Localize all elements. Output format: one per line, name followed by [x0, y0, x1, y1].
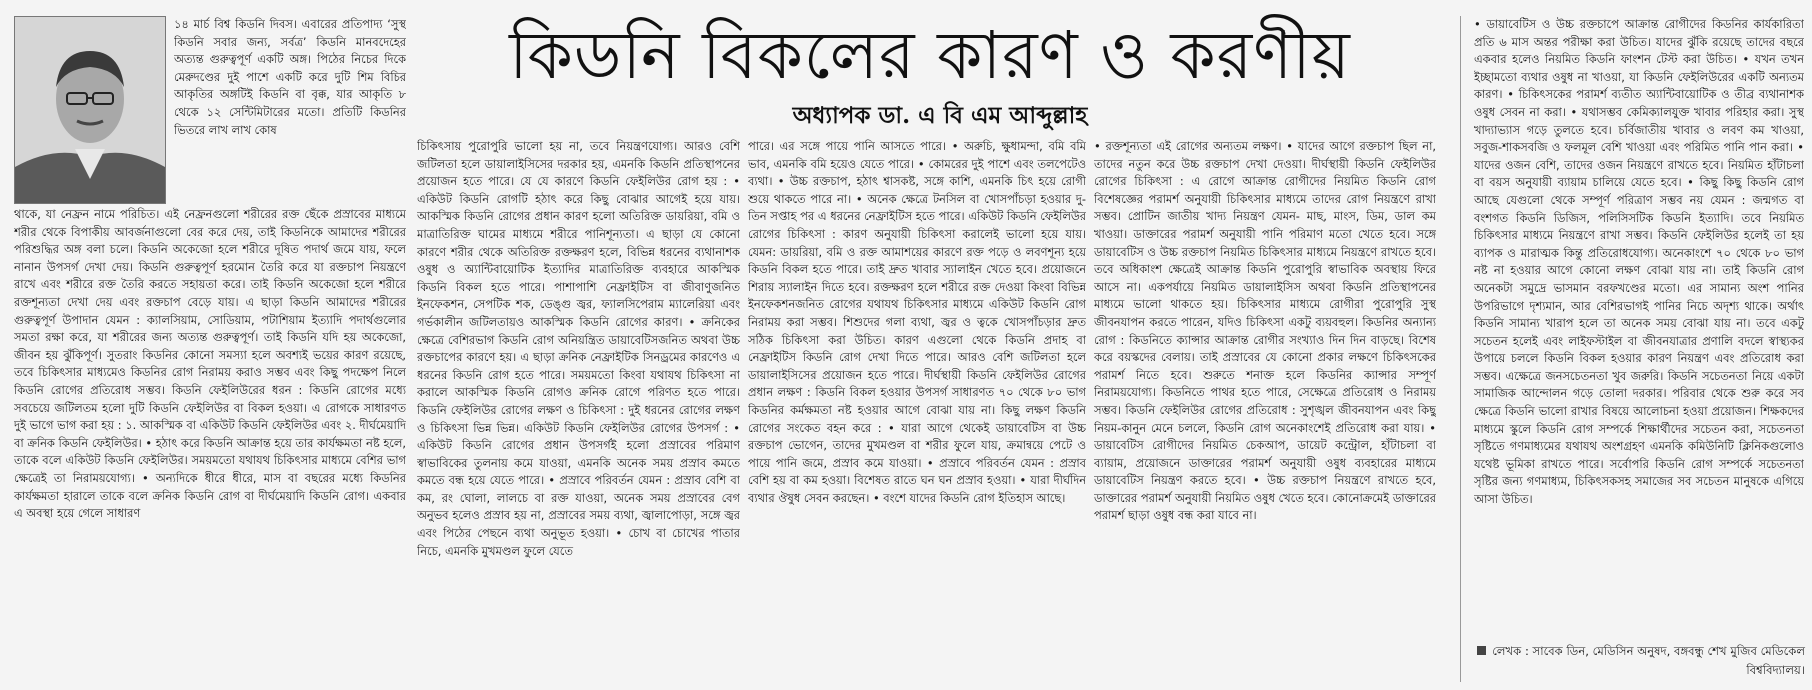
article-byline: অধ্যাপক ডা. এ বি এম আব্দুল্লাহ — [792, 102, 1088, 129]
column-1-bottom — [14, 206, 406, 690]
body-paragraph: • রক্তশূন্যতা এই রোগের অন্যতম লক্ষণ। • যাদের আগে রক্তচাপ ছিল না, তাদের নতুন করে উচ্চ রক্তচাপ দেখা দেওয়া। দীর্ঘস্থায়ী কিডনি ফেইলিউর রোগের চিকিৎসা : এ রোগে আক্রান্ত রোগীদের নিয়মিত কিডনি রোগ বিশেষজ্ঞের পরামর্শ অনুযায়ী চিকিৎসার মাধ্যমে তাদের রোগ নিয়ন্ত্রণে রাখা সম্ভব। প্রোটিন জাতীয় খাদ্য নিয়ন্ত্রণ যেমন- মাছ, মাংস, ডিম, ডাল কম খাওয়া। ডাক্তারের পরামর্শ অনুযায়ী পানি পরিমাণ মতো খেতে হবে। সঙ্গে ডায়াবেটিস ও উচ্চ রক্তচাপ নিয়মিত চিকিৎসার মাধ্যমে নিয়ন্ত্রণে রাখতে হবে। তবে অধিকাংশ ক্ষেত্রেই আক্রান্ত কিডনি পুরোপুরি স্বাভাবিক অবস্থায় ফিরে আসে না। একপর্যায়ে নিয়মিত ডায়ালাইসিস অথবা কিডনি প্রতিস্থাপনের মাধ্যমে ভালো থাকতে হয়। চিকিৎসার মাধ্যমে রোগীরা পুরোপুরি সুস্থ জীবনযাপন করতে পারেন, যদিও চিকিৎসা একটু ব্যয়বহুল। কিডনির অন্যান্য রোগ : কিডনিতে ক্যান্সার আক্রান্ত রোগীর সংখ্যাও দিন দিন বাড়ছে। বিশেষ করে বয়স্কদের বেলায়। তাই প্রস্রাবের যে কোনো প্রকার লক্ষণে চিকিৎসকের পরামর্শ নিতে হবে। শুরুতে শনাক্ত হলে কিডনির ক্যান্সার সম্পূর্ণ নিরাময়যোগ্য। কিডনিতে পাথর হতে পারে, সেক্ষেত্রে প্রতিরোধ ও নিরাময় সম্ভব। কিডনি ফেইলিউর রোগের প্রতিরোধ : সুশৃঙ্খল জীবনযাপন এবং কিছু নিয়ম-কানুন মেনে চললে, কিডনি রোগ অনেকাংশেই প্রতিরোধ করা যায়। • ডায়াবেটিস রোগীদের নিয়মিত চেকআপ, ডায়েট কন্ট্রোল, হাঁটাচলা বা ব্যায়াম, প্রয়োজনে ডাক্তারের পরামর্শ অনুযায়ী ওষুধ ব্যবহারের মাধ্যমে ডায়াবেটিস নিয়ন্ত্রণ করতে হবে। • উচ্চ রক্তচাপ নিয়ন্ত্রণে রাখতে হবে, ডাক্তারের পরামর্শ অনুযায়ী নিয়মিত ওষুধ খেতে হবে। কোনোক্রমেই ডাক্তারের পরামর্শ ছাড়া ওষুধ বন্ধ করা যাবে না। — [1094, 139, 1436, 523]
column-5 — [1474, 16, 1804, 642]
author-photo-icon — [15, 17, 165, 203]
column-1-top — [174, 16, 406, 206]
column-3 — [748, 138, 1086, 690]
body-paragraph: • ডায়াবেটিস ও উচ্চ রক্তচাপে আক্রান্ত রোগীদের কিডনির কার্যকারিতা প্রতি ৬ মাস অন্তর পরীক্ষা করা উচিত। যাদের ঝুঁকি রয়েছে তাদের বছরে একবার হলেও নিয়মিত কিডনি ফাংশন টেস্ট করা উচিত। • যখন তখন ইচ্ছামতো ব্যথার ওষুধ না খাওয়া, যা কিডনি ফেইলিউরের একটি অন্যতম কারণ। • চিকিৎসকের পরামর্শ ব্যতীত অ্যান্টিবায়োটিক ও তীব্র ব্যথানাশক ওষুধ সেবন না করা। • যথাসম্ভব কেমিক্যালযুক্ত খাবার পরিহার করা। সুস্থ খাদ্যাভ্যাস গড়ে তুলতে হবে। চর্বিজাতীয় খাবার ও লবণ কম খাওয়া, সবুজ-শাকসবজি ও ফলমূল বেশি খাওয়া এবং পরিমিত পানি পান করা। • যাদের ওজন বেশি, তাদের ওজন নিয়ন্ত্রণে রাখতে হবে। নিয়মিত হাঁটাচলা বা বয়স অনুযায়ী ব্যায়াম চালিয়ে যেতে হবে। • কিছু কিছু কিডনি রোগ আছে যেগুলো থেকে সম্পূর্ণ পরিত্রাণ সম্ভব নয় যেমন : জন্মগত বা বংশগত কিডনি ডিজিস, পলিসিসটিক কিডনি ইত্যাদি। তবে নিয়মিত চিকিৎসার মাধ্যমে নিয়ন্ত্রণে রাখা সম্ভব। কিডনি ফেইলিউর হলেই তা হয় ব্যাপক ও মারাত্মক কিন্তু প্রতিরোধযোগ্য। অনেকাংশে ৭০ থেকে ৮০ ভাগ নষ্ট না হওয়ার আগে কোনো লক্ষণ বোঝা যায় না। তাই কিডনি রোগ অনেকটা সমুদ্রে ভাসমান বরফখণ্ডের মতো। এর সামান্য অংশ পানির উপরিভাগে দৃশ্যমান, আর বেশিরভাগই পানির নিচে অদৃশ্য থাকে। অর্থাৎ কিডনি সামান্য খারাপ হলে তা অনেক সময় বোঝা যায় না। তবে একটু সচেতন হলেই এবং লাইফস্টাইল বা জীবনযাত্রার প্রণালি বদলে স্বাস্থ্যকর উপায়ে চললে কিডনি বিকল হওয়ার কারণ নিয়ন্ত্রণ এবং প্রতিরোধ করা সম্ভব। এক্ষেত্রে জনসচেতনতা খুব জরুরি। কিডনি সচেতনতা নিয়ে একটা সামাজিক আন্দোলন গড়ে তোলা দরকার। পরিবার থেকে শুরু করে সব ক্ষেত্রে কিডনি ভালো রাখার বিষয়ে আলোচনা হওয়া প্রয়োজন। শিক্ষকদের মাধ্যমে স্কুলে কিডনি রোগ সম্পর্কে শিক্ষার্থীদের সচেতন করা, সচেতনতা সৃষ্টিতে গণমাধ্যমের যথাযথ অংশগ্রহণ এমনকি কমিউনিটি ক্লিনিকগুলোও যথেষ্ট ভূমিকা রাখতে পারে। সর্বোপরি কিডনি রোগ সম্পর্কে সচেতনতা সৃষ্টির জন্য গণমাধ্যম, চিকিৎসকসহ সমাজের সব সচেতন মানুষকে এগিয়ে আসা উচিত। — [1474, 17, 1804, 507]
article-headline: কিডনি বিকলের কারণ ও করণীয় — [509, 17, 1351, 94]
body-paragraph: থাকে, যা নেফ্রন নামে পরিচিত। এই নেফ্রনগুলো শরীরের রক্ত ছেঁকে প্রস্রাবের মাধ্যমে শরীর থেকে বিপাকীয় আবর্জনাগুলো বের করে দেয়, তাই কিডনিকে আমাদের শরীরের পরিশুদ্ধির অঙ্গ বলা চলে। কিডনি অকেজো হলে শরীরে দূষিত পদার্থ জমে যায়, ফলে নানান উপসর্গ দেখা দেয়। কিডনি গুরুত্বপূর্ণ হরমোন তৈরি করে যা রক্তচাপ নিয়ন্ত্রণে রাখে এবং শরীরে রক্ত তৈরি করতে সহায়তা করে। তাই কিডনি অকেজো হলে শরীরে রক্তশূন্যতা দেখা দেয় এবং রক্তচাপ বেড়ে যায়। এ ছাড়া কিডনি আমাদের শরীরের গুরুত্বপূর্ণ উপাদান যেমন : ক্যালসিয়াম, সোডিয়াম, পটাশিয়াম ইত্যাদি পদার্থগুলোর সমতা রক্ষা করে, যা শরীরের জন্য অত্যন্ত গুরুত্বপূর্ণ। তাই কিডনি যদি হয় অকেজো, জীবন হয় ঝুঁকিপূর্ণ। সুতরাং কিডনির কোনো সমস্যা হলে অবশ্যই ভয়ের কারণ রয়েছে, তবে চিকিৎসার মাধ্যমেও কিডনির রোগ নিরাময় করাও সম্ভব এবং কিছু পদক্ষেপ নিলে কিডনি রোগের প্রতিরোধ সম্ভব। কিডনি ফেইলিউরের ধরন : কিডনি রোগের মধ্যে সবচেয়ে জটিলতম হলো দুটি কিডনি ফেইলিউর বা বিকল হওয়া। এ রোগকে সাধারণত দুই ভাগে ভাগ করা হয় : ১. আকস্মিক বা একিউট কিডনি ফেইলিউর এবং ২. দীর্ঘমেয়াদি বা ক্রনিক কিডনি ফেইলিউর। • হঠাৎ করে কিডনি আক্রান্ত হয়ে তার কার্যক্ষমতা নষ্ট হলে, তাকে বলে একিউট কিডনি ফেইলিউর। সময়মতো যথাযথ চিকিৎসার মাধ্যমে বেশির ভাগ ক্ষেত্রেই তা নিরাময়যোগ্য। • অন্যদিকে ধীরে ধীরে, মাস বা বছরের মধ্যে কিডনির কার্যক্ষমতা হারালে তাকে বলে ক্রনিক কিডনি রোগ বা দীর্ঘমেয়াদি কিডনি রোগ। একবার এ অবস্থা হয়ে গেলে সাধারণ — [14, 207, 406, 521]
square-bullet-icon — [1477, 646, 1486, 655]
intro-paragraph: ১৪ মার্চ বিশ্ব কিডনি দিবস। এবারের প্রতিপাদ্য ‘সুস্থ কিডনি সবার জন্য, সর্বত্র’ কিডনি মানবদেহের অত্যন্ত গুরুত্বপূর্ণ একটি অঙ্গ। পিঠের নিচের দিকে মেরুদণ্ডের দুই পাশে একটি করে দুটি শিম বিচির আকৃতির অঙ্গটিই কিডনি বা বৃক্ক, যার আকৃতি ৮ থেকে ১২ সেন্টিমিটারের মতো। প্রতিটি কিডনির ভিতরে লাখ লাখ কোষ — [174, 17, 406, 137]
column-4 — [1094, 138, 1436, 690]
body-paragraph: পারে। এর সঙ্গে পায়ে পানি আসতে পারে। • অরুচি, ক্ষুধামন্দা, বমি বমি ভাব, এমনকি বমি হয়েও যেতে পারে। • কোমরের দুই পাশে এবং তলপেটেও ব্যথা। • উচ্চ রক্তচাপ, হঠাৎ শ্বাসকষ্ট, সঙ্গে কাশি, এমনকি চিৎ হয়ে রোগী শুয়ে থাকতে পারে না। • অনেক ক্ষেত্রে টনসিল বা খোসপাঁচড়া হওয়ার দু-তিন সপ্তাহ পর এ ধরনের নেফ্রাইটিস হতে পারে। একিউট কিডনি ফেইলিউর রোগের চিকিৎসা : কারণ অনুযায়ী চিকিৎসা করালেই ভালো হয়ে যায়। যেমন: ডায়রিয়া, বমি ও রক্ত আমাশয়ের কারণে রক্ত পড়ে ও লবণশূন্য হয়ে কিডনি বিকল হতে পারে। তাই দ্রুত খাবার স্যালাইন খেতে হবে। প্রয়োজনে শিরায় স্যালাইন দিতে হবে। রক্তক্ষরণ হলে শরীরে রক্ত দেওয়া কিংবা বিভিন্ন ইনফেকশনজনিত রোগের যথাযথ চিকিৎসার মাধ্যমে একিউট কিডনি রোগ নিরাময় করা সম্ভব। শিশুদের গলা ব্যথা, জ্বর ও ত্বকে খোসপাঁচড়ার দ্রুত সঠিক চিকিৎসা করা উচিত। কারণ এগুলো থেকে কিডনি প্রদাহ বা নেফ্রাইটিস কিডনি রোগ দেখা দিতে পারে। আরও বেশি জটিলতা হলে ডায়ালাইসিসের প্রয়োজন হতে পারে। দীর্ঘস্থায়ী কিডনি ফেইলিউর রোগের প্রধান লক্ষণ : কিডনি বিকল হওয়ার উপসর্গ সাধারণত ৭০ থেকে ৮০ ভাগ কিডনির কর্মক্ষমতা নষ্ট হওয়ার আগে বোঝা যায় না। কিছু লক্ষণ কিডনি রোগের সংকেত বহন করে : • যারা আগে থেকেই ডায়াবেটিস বা উচ্চ রক্তচাপ ভোগেন, তাদের মুখমণ্ডল বা শরীর ফুলে যায়, ক্রমান্বয়ে পেটে ও পায়ে পানি জমে, প্রস্রাব কমে যাওয়া। • প্রস্রাবে পরিবর্তন যেমন : প্রস্রাব বেশি হয় বা কম হওয়া। বিশেষত রাতে ঘন ঘন প্রস্রাব হওয়া। • যারা দীর্ঘদিন ব্যথার ঔষুধ সেবন করছেন। • বংশে যাদের কিডনি রোগ ইতিহাস আছে। — [748, 139, 1086, 505]
body-paragraph: চিকিৎসায় পুরোপুরি ভালো হয় না, তবে নিয়ন্ত্রণযোগ্য। আরও বেশি জটিলতা হলে ডায়ালাইসিসের দরকার হয়, এমনকি কিডনি প্রতিস্থাপনের প্রয়োজন হতে পারে। যে যে কারণে কিডনি ফেইলিউর রোগ হয় : • একিউট কিডনি রোগটি হঠাৎ করে কিছু বোঝার আগেই হয়ে যায়। আকস্মিক কিডনি রোগের প্রধান কারণ হলো অতিরিক্ত ডায়রিয়া, বমি ও মাত্রাতিরিক্ত ঘামের মাধ্যমে শরীরে পানিশূন্যতা। এ ছাড়া যে কোনো কারণে শরীর থেকে অতিরিক্ত রক্তক্ষরণ হলে, বিভিন্ন ধরনের ব্যথানাশক ওষুধ ও অ্যান্টিবায়োটিক ইত্যাদির মাত্রাতিরিক্ত ব্যবহারে আকস্মিক কিডনি বিকল হতে পারে। পাশাপাশি নেফ্রাইটিস বা জীবাণুজনিত ইনফেকশন, সেপটিক শক, ডেঙ্গু জ্বর, ফ্যালসিপেরাম ম্যালেরিয়া এবং গর্ভকালীন জটিলতায়ও আকস্মিক কিডনি রোগের কারণ। • ক্রনিকের ক্ষেত্রে বেশিরভাগ কিডনি রোগ অনিয়ন্ত্রিত ডায়াবেটিসজনিত অথবা উচ্চ রক্তচাপের কারণে হয়। এ ছাড়া ক্রনিক নেফ্রাইটিক সিনড্রমের কারণেও এ ধরনের কিডনি রোগ হতে পারে। সময়মতো কিংবা যথাযথ চিকিৎসা না করালে আকস্মিক কিডনি রোগও ক্রনিক রোগে পরিণত হতে পারে। কিডনি ফেইলিউর রোগের লক্ষণ ও চিকিৎসা : দুই ধরনের রোগের লক্ষণ ও চিকিৎসা ভিন্ন ভিন্ন। একিউট কিডনি ফেইলিউর রোগের উপসর্গ : • একিউট কিডনি রোগের প্রধান উপসর্গই হলো প্রস্রাবের পরিমাণ স্বাভাবিকের তুলনায় কমে যাওয়া, এমনকি অনেক সময় প্রস্রাব কমতে কমতে বন্ধ হয়ে যেতে পারে। • প্রস্রাবে পরিবর্তন যেমন : প্রস্রাব বেশি বা কম, রং ঘোলা, লালচে বা রক্ত যাওয়া, অনেক সময় প্রস্রাবের বেগ অনুভব হলেও প্রস্রাব হয় না, প্রস্রাবের সময় ব্যথা, জ্বালাপোড়া, সঙ্গে জ্বর এবং পিঠের পেছনে ব্যথা অনুভূত হওয়া। • চোখ বা চোখের পাতার নিচে, এমনকি মুখমণ্ডল ফুলে যেতে — [417, 139, 740, 558]
author-note-text: লেখক : সাবেক ডিন, মেডিসিন অনুষদ, বঙ্গবন্ধু শেখ মুজিব মেডিকেল বিশ্ববিদ্যালয়। — [1492, 644, 1805, 677]
author-portrait — [14, 16, 166, 204]
column-2 — [417, 138, 740, 690]
author-note — [1475, 642, 1805, 680]
column-divider — [1460, 16, 1461, 682]
